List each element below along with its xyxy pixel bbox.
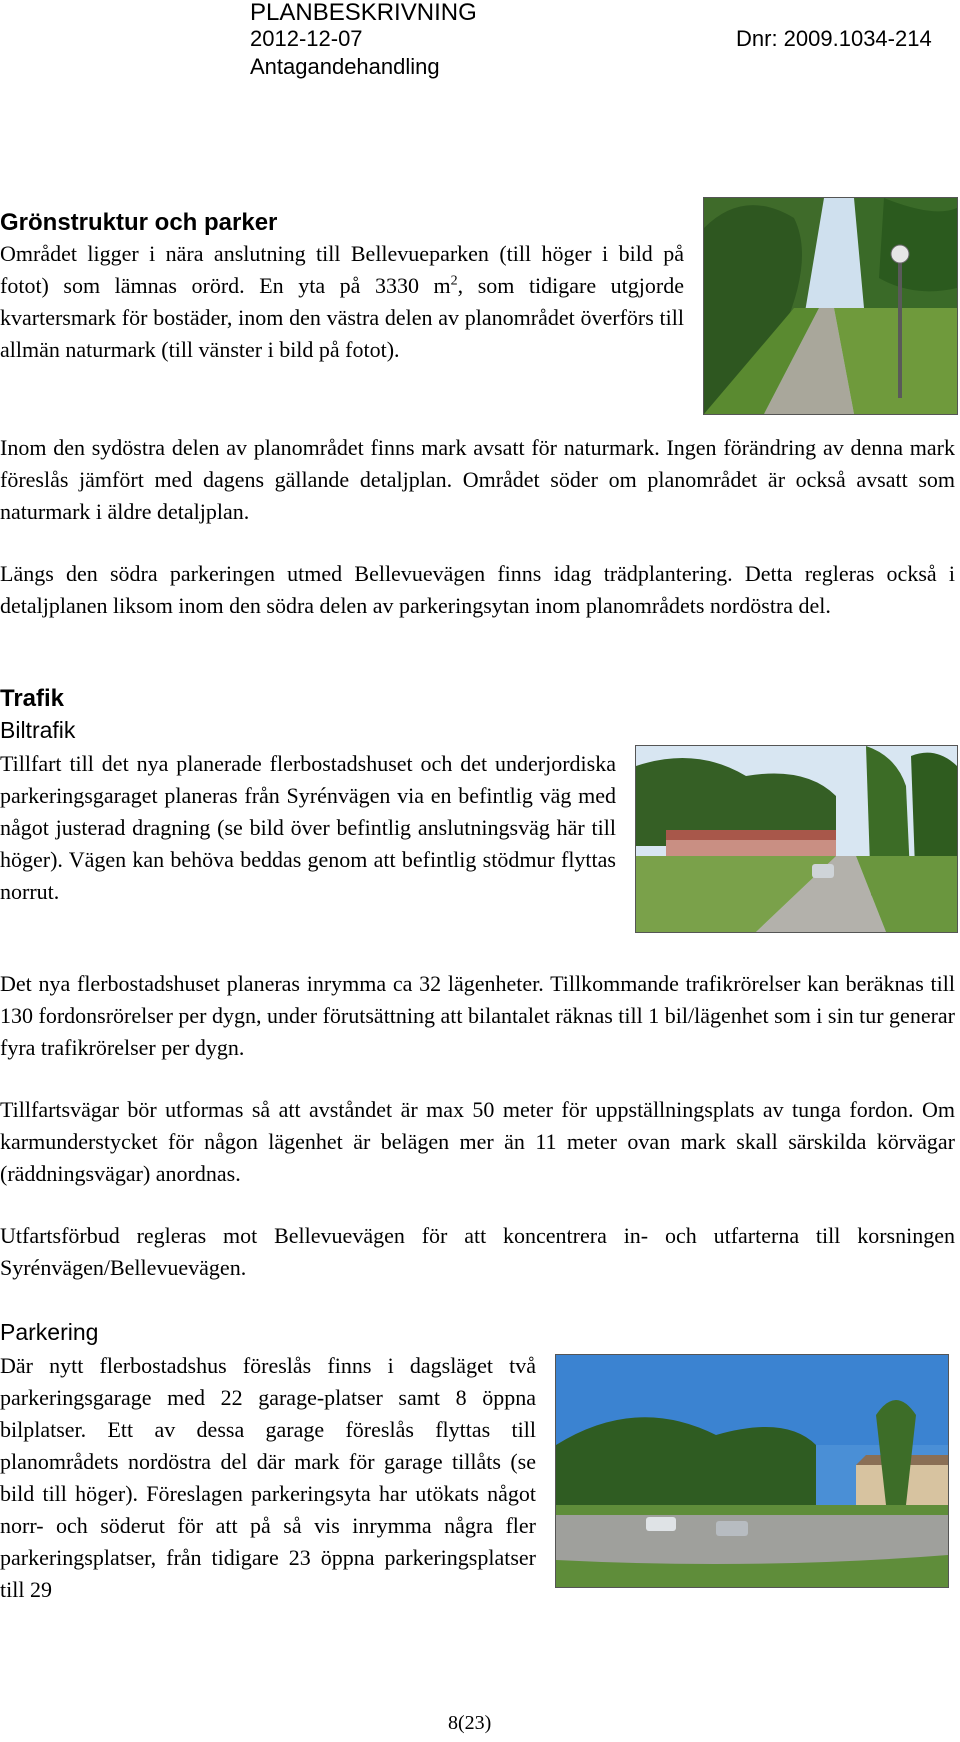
subheading-parkering: Parkering [0,1319,99,1345]
page-number: 8(23) [448,1712,492,1734]
photo-parking-lot [555,1354,949,1588]
photo-access-road [635,745,958,933]
subheading-biltrafik: Biltrafik [0,717,76,743]
doc-dnr: Dnr: 2009.1034-214 [736,26,932,51]
doc-status: Antagandehandling [250,54,440,79]
paragraph-gron-3: Längs den södra parkeringen utmed Bellevuevägen finns idag trädplantering. Detta regleras också i detaljplanen liksom inom den södra delen av parkeringsytan inom planområdets nordöstra del. [0,561,955,618]
paragraph-biltrafik-4: Utfartsförbud regleras mot Bellevuevägen för att koncentrera in- och utfarterna till korsningen Syrénvägen/Bellevuevägen. [0,1223,955,1280]
doc-type: PLANBESKRIVNING [250,0,477,26]
doc-date: 2012-12-07 [250,26,363,51]
paragraph-gron-2: Inom den sydöstra delen av planområdet finns mark avsatt för naturmark. Ingen förändring av denna mark föreslås jämfört med dagens gällande detaljplan. Området söder om planområdet är också avsatt som naturmark i äldre detaljplan. [0,435,955,524]
section-heading-gronstruktur: Grönstruktur och parker [0,209,278,236]
paragraph-biltrafik-2: Det nya flerbostadshuset planeras inrymma ca 32 lägenheter. Tillkommande trafikrörelser kan beräknas till 130 fordonsrörelser per dygn, under förutsättning att bilantalet räknas till 1 bil/lägenhet som i sin tur generar fyra trafikrörelser per dygn. [0,971,955,1060]
paragraph-gron-1: Området ligger i nära anslutning till Bellevueparken (till höger i bild på fotot) som lämnas orörd. En yta på 3330 $m^2$, som tidigare utgjorde kvartersmark för bostäder, inom den västra delen av planområdet överförs till allmän naturmark (till vänster i bild på fotot). [0,241,684,362]
paragraph-parkering-1: Där nytt flerbostadshus föreslås finns i dagsläget två parkeringsgarage med 22 garage-platser samt 8 öppna bilplatser. Ett av dessa garage föreslås flyttas till planområdets nordöstra del där mark för garage tillåts (se bild till höger). Föreslagen parkeringsyta har utökats något norr- och söderut för att på så vis inrymma några fler parkeringsplatser, från tidigare 23 öppna parkeringsplatser till 29 [0,1353,536,1602]
paragraph-biltrafik-1: Tillfart till det nya planerade flerbostadshuset och det underjordiska parkeringsgaraget planeras från Syrénvägen via en befintlig väg med något justerad dragning (se bild över befintlig anslutningsväg här till höger). Vägen kan behöva beddas genom att befintlig stödmur flyttas norrut. [0,751,616,904]
photo-park-path [703,197,958,415]
paragraph-biltrafik-3: Tillfartsvägar bör utformas så att avståndet är max 50 meter för uppställningsplats av tunga fordon. Om karmunderstycket för någon lägenhet är belägen mer än 11 meter ovan mark skall särskilda körvägar (räddningsvägar) anordnas. [0,1097,955,1186]
section-heading-trafik: Trafik [0,685,65,712]
